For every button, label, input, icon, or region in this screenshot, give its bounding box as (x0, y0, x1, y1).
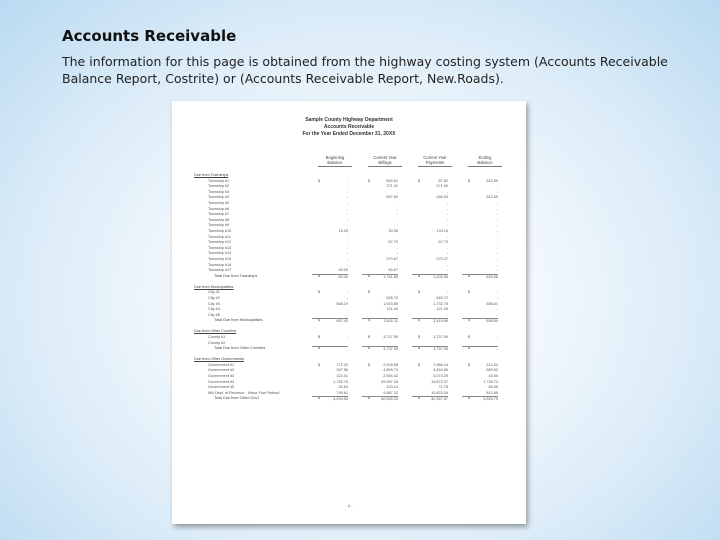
cell-beginning-balance: - (346, 201, 348, 205)
dollar-sign: $ (468, 396, 471, 401)
cell-ending-balance: - (496, 245, 498, 250)
report-row (172, 341, 526, 346)
cell-current-billings: 2,611.11 (362, 318, 398, 324)
cell-current-payments: 71.78 (438, 385, 448, 390)
report-row (172, 380, 526, 385)
cell-current-billings: 39,997.05 (381, 379, 398, 384)
report-org-name: Sample County Highway Department (305, 117, 393, 123)
dollar-sign: $ (468, 335, 471, 339)
cell-current-payments: - (446, 212, 448, 217)
report-section-heading (172, 173, 526, 178)
dollar-sign: $ (418, 318, 421, 323)
col-underline (368, 166, 402, 167)
row-label: Due from Other Counties (194, 329, 237, 334)
dollar-sign: $ (368, 178, 371, 183)
cell-beginning-balance: - (346, 212, 348, 217)
cell-ending-balance: 580.92 (486, 368, 498, 373)
cell-beginning-balance: 15.20 (338, 229, 348, 233)
cell-current-billings: 597.60 (386, 195, 398, 200)
cell-current-billings: - (396, 217, 398, 222)
cell-current-billings: 50.67 (388, 268, 398, 273)
cell-beginning-balance: 172.20 (336, 362, 348, 367)
dollar-sign: $ (318, 318, 321, 323)
report-title: Accounts Receivable (323, 124, 375, 130)
report-row (172, 246, 526, 251)
cell-current-payments: - (446, 217, 448, 222)
col-beginning-balance (310, 155, 360, 165)
cell-ending-balance: - (496, 262, 498, 267)
cell-beginning-balance: 33.64 (338, 385, 348, 390)
report-row (172, 212, 526, 217)
cell-current-billings: - (396, 189, 398, 194)
report-total-row (172, 396, 526, 401)
row-label: Township #11 (208, 234, 231, 239)
cell-beginning-balance: - (346, 240, 348, 245)
report-row (172, 307, 526, 312)
col-ending-line2: Balance (477, 160, 493, 165)
col-beginning-line2: Balance (327, 160, 343, 165)
row-label: Township #17 (208, 268, 232, 273)
dollar-sign: $ (368, 335, 371, 339)
cell-current-billings: 30.95 (388, 229, 398, 233)
dollar-sign: $ (368, 346, 371, 351)
cell-ending-balance: - (496, 296, 498, 300)
cell-beginning-balance: 2,792.75 (333, 379, 348, 384)
report-row (172, 263, 526, 268)
cell-ending-balance: - (496, 257, 498, 261)
row-label: City #1 (208, 290, 220, 295)
cell-ending-balance: - (496, 206, 498, 211)
row-label: Township #5 (208, 201, 230, 205)
report-row (172, 290, 526, 295)
dollar-sign: $ (368, 396, 371, 401)
cell-current-billings: 121.44 (386, 307, 398, 312)
cell-current-billings: - (396, 262, 398, 267)
report-row (172, 207, 526, 212)
dollar-sign: $ (368, 362, 371, 367)
row-label: City #5 (208, 312, 220, 317)
dollar-sign: $ (318, 178, 321, 183)
cell-ending-balance: - (496, 268, 498, 273)
slide-title: Accounts Receivable (62, 27, 237, 45)
cell-beginning-balance: - (346, 184, 348, 189)
cell-beginning-balance: - (346, 195, 348, 200)
report-row (172, 223, 526, 228)
cell-beginning-balance: - (346, 296, 348, 300)
cell-beginning-balance: - (346, 257, 348, 261)
cell-current-payments: - (446, 262, 448, 267)
cell-current-billings: 103.14 (386, 385, 398, 390)
row-label: Due from Municipalities (194, 284, 234, 289)
cell-current-payments: - (446, 234, 448, 239)
cell-current-payments: - (446, 312, 448, 317)
page-number: - 4 - (345, 503, 353, 508)
cell-beginning-balance: - (346, 307, 348, 312)
row-label: Township #3 (208, 189, 230, 194)
cell-beginning-balance: 122.41 (336, 374, 348, 378)
cell-ending-balance: - (496, 251, 498, 256)
row-label: Total Due from Other Gov't (214, 396, 260, 401)
report-section-heading (172, 285, 526, 290)
dollar-sign: $ (418, 178, 421, 183)
report-row (172, 179, 526, 184)
report-row (172, 229, 526, 234)
cell-current-payments: - (446, 251, 448, 256)
row-label: Township #12 (208, 240, 232, 245)
cell-current-billings: 4,899.70 (383, 368, 398, 373)
cell-beginning-balance: - (346, 234, 348, 239)
cell-ending-balance: 65.00 (488, 385, 498, 390)
row-label: Township #4 (208, 195, 230, 200)
col-billings-line1: Current Year (373, 155, 397, 160)
row-label: Township #10 (208, 229, 232, 233)
cell-current-payments: 271.00 (436, 184, 448, 189)
dollar-sign: $ (418, 290, 421, 295)
cell-ending-balance: 1,726.72 (483, 379, 498, 384)
cell-ending-balance: - (496, 290, 498, 295)
cell-ending-balance: - (496, 223, 498, 228)
cell-ending-balance: - (496, 234, 498, 239)
cell-current-payments: 3,737.95 (433, 335, 448, 339)
dollar-sign: $ (468, 362, 471, 367)
cell-beginning-balance: - (346, 312, 348, 317)
row-label: Total Due from Municipalities (214, 318, 263, 323)
cell-beginning-balance: 467.43 (312, 318, 348, 324)
dollar-sign: $ (318, 273, 321, 278)
row-label: County #1 (208, 335, 226, 339)
report-row (172, 235, 526, 240)
report-column-headers (172, 155, 526, 171)
row-label: MN Dept. of Revenue - Motor Fuel Refund (208, 390, 280, 395)
dollar-sign: $ (318, 362, 321, 367)
report-section-heading (172, 329, 526, 334)
row-label: County #2 (208, 340, 226, 345)
report-row (172, 251, 526, 256)
cell-beginning-balance: - (346, 178, 348, 183)
row-label: City #2 (208, 296, 220, 300)
col-underline (318, 166, 352, 167)
report-row (172, 268, 526, 273)
cell-current-payments: 10,823.34 (431, 390, 448, 395)
cell-current-billings: 545.72 (386, 296, 398, 300)
cell-beginning-balance: - (346, 290, 348, 295)
row-label: Township #6 (208, 206, 230, 211)
row-label: Township #13 (208, 245, 232, 250)
row-label: Township #16 (208, 262, 232, 267)
cell-current-billings: 9,987.32 (383, 390, 398, 395)
report-row (172, 368, 526, 373)
row-label: Total Due from Townships (214, 273, 258, 278)
cell-ending-balance: 625.58 (462, 274, 498, 280)
cell-ending-balance: 656.61 (486, 301, 498, 306)
cell-current-billings: - (396, 245, 398, 250)
cell-ending-balance: 813.89 (486, 390, 498, 395)
cell-current-billings: - (396, 201, 398, 205)
report-section-heading (172, 357, 526, 362)
cell-beginning-balance: 749.91 (336, 390, 348, 395)
row-label: Total Due from Other Counties (214, 346, 266, 351)
cell-ending-balance: - (496, 217, 498, 222)
cell-current-payments: 10,873.37 (431, 379, 448, 384)
dollar-sign: $ (318, 335, 321, 339)
cell-ending-balance: 213.34 (486, 362, 498, 367)
row-label: Township #14 (208, 251, 232, 256)
col-payments-line1: Current Year (423, 155, 447, 160)
slide-body-text: The information for this page is obtained from the highway costing system (Accounts Receivable Balance Report, Costrite) or (Accounts Receivable Report, New.Roads). (62, 54, 668, 86)
cell-ending-balance: - (496, 240, 498, 245)
cell-beginning-balance: - (346, 245, 348, 250)
cell-current-payments: 4,454.56 (433, 368, 448, 373)
row-label: Township #2 (208, 184, 230, 189)
cell-current-payments: 545.72 (436, 296, 448, 300)
cell-current-billings: 270.67 (386, 257, 398, 261)
col-billings-line2: Billings (378, 160, 392, 165)
report-page-image (172, 101, 526, 524)
report-total-row (172, 274, 526, 279)
cell-current-payments: - (446, 201, 448, 205)
report-row (172, 313, 526, 318)
dollar-sign: $ (418, 346, 421, 351)
dollar-sign: $ (468, 178, 471, 183)
dollar-sign: $ (418, 273, 421, 278)
cell-beginning-balance: 397.56 (336, 368, 348, 373)
col-ending-line1: Ending (478, 155, 492, 160)
row-label: Township #9 (208, 223, 230, 228)
cell-current-payments: 1,732.78 (433, 301, 448, 306)
report-row (172, 218, 526, 223)
dollar-sign: $ (318, 346, 321, 351)
cell-current-billings: 67.79 (388, 240, 398, 245)
row-label: Government #2 (208, 368, 235, 373)
cell-ending-balance: - (496, 201, 498, 205)
cell-ending-balance: - (496, 189, 498, 194)
dollar-sign: $ (468, 273, 471, 278)
cell-current-billings: 3,737.95 (362, 346, 398, 352)
report-total-row (172, 346, 526, 351)
cell-current-billings: 3,737.95 (383, 335, 398, 339)
col-underline (468, 166, 502, 167)
row-label: Township #8 (208, 217, 230, 222)
cell-ending-balance: 312.60 (486, 195, 498, 200)
report-row (172, 257, 526, 262)
cell-current-payments: 270.37 (436, 257, 448, 261)
cell-ending-balance: - (462, 346, 498, 352)
cell-current-billings: 60,539.25 (362, 396, 398, 402)
dollar-sign: $ (368, 290, 371, 295)
row-label: Township #15 (208, 257, 232, 261)
cell-current-payments: 30,357.57 (412, 396, 448, 402)
cell-current-payments: - (446, 290, 448, 295)
dollar-sign: $ (368, 273, 371, 278)
dollar-sign: $ (418, 396, 421, 401)
col-payments-line2: Payments (425, 160, 445, 165)
report-row (172, 296, 526, 301)
cell-current-payments: 3,073.39 (433, 374, 448, 378)
report-row (172, 201, 526, 206)
cell-beginning-balance: 60.40 (312, 274, 348, 280)
cell-current-billings: 1,741.65 (362, 274, 398, 280)
cell-current-billings: - (396, 251, 398, 256)
report-total-row (172, 318, 526, 323)
cell-current-billings: - (396, 234, 398, 239)
cell-current-billings: - (396, 223, 398, 228)
cell-current-billings: 1,923.85 (383, 301, 398, 306)
cell-beginning-balance: 568.19 (336, 301, 348, 306)
cell-beginning-balance: 4,294.53 (312, 396, 348, 402)
cell-current-payments: - (446, 206, 448, 211)
cell-current-payments: - (446, 245, 448, 250)
report-period: For the Year Ended December 31, 20XX (302, 131, 396, 137)
cell-beginning-balance: 45.00 (338, 268, 348, 273)
cell-beginning-balance: - (312, 346, 348, 352)
cell-current-billings: 271.01 (386, 184, 398, 189)
cell-ending-balance: - (496, 212, 498, 217)
cell-current-payments: 1,986.44 (433, 362, 448, 367)
dollar-sign: $ (318, 396, 321, 401)
cell-current-billings: - (396, 312, 398, 317)
row-label: City #3 (208, 301, 220, 306)
report-row (172, 240, 526, 245)
row-label: Township #7 (208, 212, 230, 217)
report-row (172, 335, 526, 340)
cell-current-payments: 185.00 (436, 195, 448, 200)
cell-current-payments: 67.79 (438, 240, 448, 245)
row-label: Government #4 (208, 379, 235, 384)
cell-beginning-balance: - (346, 223, 348, 228)
col-current-billings (360, 155, 410, 165)
report-row (172, 385, 526, 390)
col-beginning-line1: Beginning (325, 155, 345, 160)
cell-current-billings: 500.51 (386, 178, 398, 183)
cell-ending-balance: 3,329.79 (462, 396, 498, 402)
cell-beginning-balance: - (346, 251, 348, 256)
cell-beginning-balance: - (346, 262, 348, 267)
cell-current-payments: 121.39 (436, 307, 448, 312)
dollar-sign: $ (468, 346, 471, 351)
cell-ending-balance: - (496, 184, 498, 189)
report-row (172, 391, 526, 396)
cell-ending-balance: 658.64 (462, 318, 498, 324)
cell-beginning-balance: - (346, 335, 348, 339)
cell-current-billings: - (396, 206, 398, 211)
report-header (172, 117, 526, 138)
cell-beginning-balance: - (346, 217, 348, 222)
dollar-sign: $ (468, 318, 471, 323)
cell-current-payments: - (446, 223, 448, 228)
report-row (172, 195, 526, 200)
cell-ending-balance: - (496, 307, 498, 312)
cell-current-payments: 2,419.96 (412, 318, 448, 324)
row-label: Township #1 (208, 178, 230, 183)
cell-current-billings: - (396, 290, 398, 295)
dollar-sign: $ (368, 318, 371, 323)
cell-current-payments: 133.15 (436, 229, 448, 233)
row-label: Government #1 (208, 362, 235, 367)
cell-current-billings: 2,594.42 (383, 374, 398, 378)
report-row (172, 363, 526, 368)
row-label: Due from Other Governments (194, 357, 245, 362)
cell-ending-balance: - (496, 229, 498, 233)
cell-ending-balance: 43.50 (488, 374, 498, 378)
cell-ending-balance: - (496, 312, 498, 317)
cell-current-payments: - (446, 189, 448, 194)
report-row (172, 190, 526, 195)
dollar-sign: $ (418, 335, 421, 339)
cell-current-payments: 87.52 (438, 178, 448, 183)
row-label: Government #3 (208, 374, 235, 378)
cell-current-payments: 1,205.56 (412, 274, 448, 280)
cell-current-billings: 2,928.58 (383, 362, 398, 367)
report-row (172, 374, 526, 379)
report-row (172, 184, 526, 189)
row-label: City #4 (208, 307, 220, 312)
cell-beginning-balance: - (346, 189, 348, 194)
cell-current-payments: 3,737.95 (412, 346, 448, 352)
cell-current-billings: - (396, 212, 398, 217)
col-underline (418, 166, 452, 167)
report-row (172, 302, 526, 307)
cell-beginning-balance: - (346, 206, 348, 211)
dollar-sign: $ (318, 290, 321, 295)
col-ending-balance (460, 155, 510, 165)
col-current-payments (410, 155, 460, 165)
cell-ending-balance: - (496, 335, 498, 339)
cell-ending-balance: 312.99 (486, 178, 498, 183)
row-label: Due from Townships (194, 173, 229, 177)
cell-current-payments: - (446, 268, 448, 273)
dollar-sign: $ (468, 290, 471, 295)
row-label: Government #5 (208, 385, 235, 390)
dollar-sign: $ (418, 362, 421, 367)
